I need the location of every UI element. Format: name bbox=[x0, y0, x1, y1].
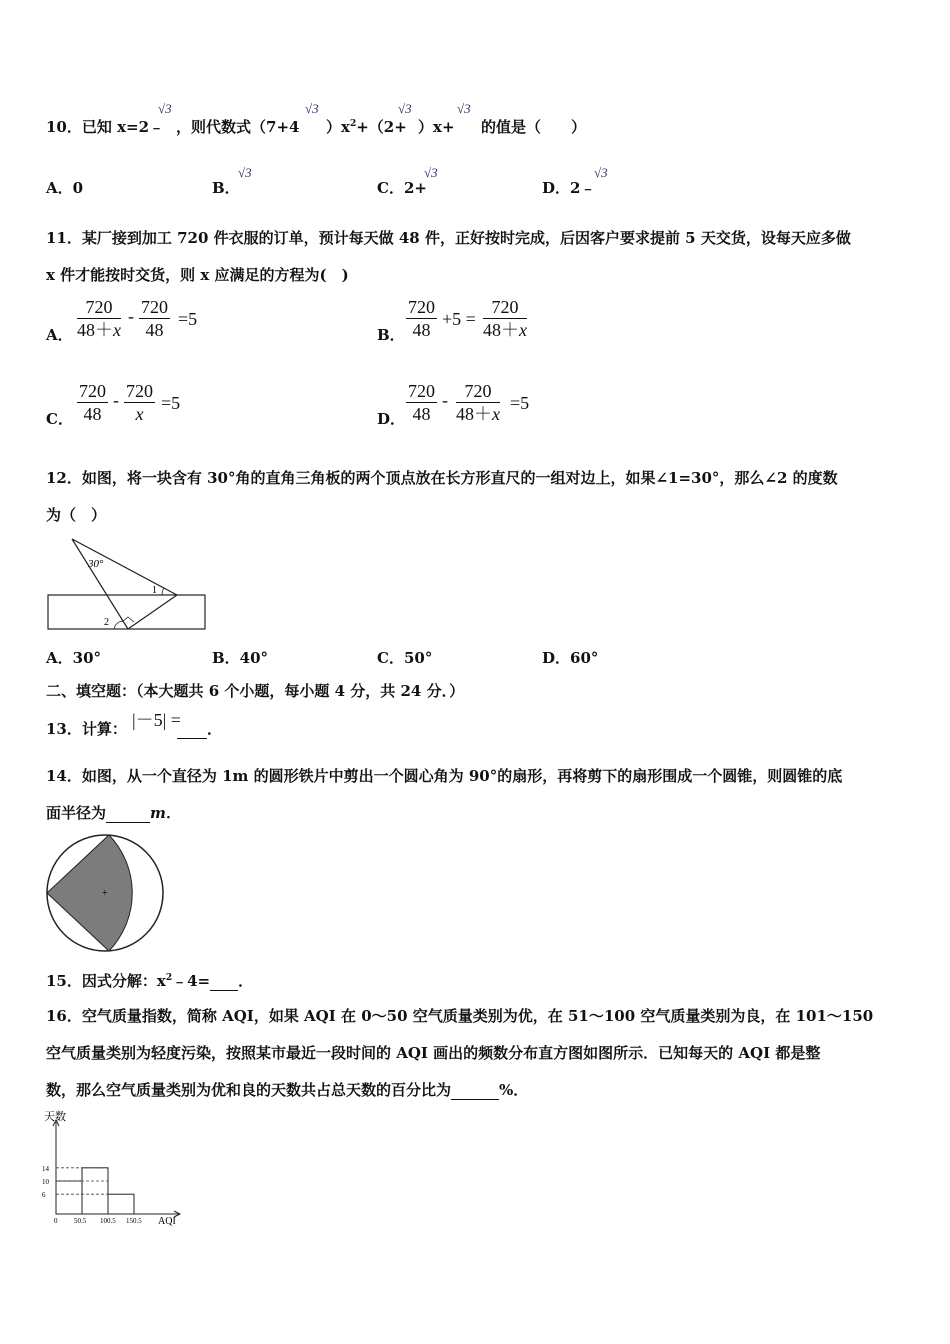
ruler-rectangle bbox=[48, 595, 205, 629]
triangle-leg bbox=[72, 539, 128, 629]
fraction: $\frac{720}{x}$ bbox=[126, 381, 153, 424]
q10-option-a[interactable]: A．0 bbox=[46, 179, 84, 197]
answer-blank[interactable] bbox=[451, 1081, 499, 1100]
section-heading: 二、填空题：（本大题共 6 个小题，每小题 4 分，共 24 分．） bbox=[46, 682, 465, 700]
histogram-bar bbox=[82, 1168, 108, 1214]
q10-text-2: ，则代数式（7+4 bbox=[176, 118, 300, 136]
x-tick-label: 100.5 bbox=[100, 1217, 116, 1225]
fraction: $\frac{720}{48}$ bbox=[141, 297, 168, 340]
sector-shape bbox=[47, 835, 132, 951]
answer-blank[interactable] bbox=[210, 972, 238, 991]
sqrt-3: √3 bbox=[457, 101, 471, 116]
angle-2-arc bbox=[114, 621, 122, 629]
y-tick-label: 10 bbox=[42, 1178, 49, 1186]
y-tick-label: 14 bbox=[42, 1164, 49, 1173]
equals-5: =5 bbox=[178, 309, 198, 329]
q13-prefix: 13．计算： bbox=[46, 720, 127, 738]
sqrt-3: √3 bbox=[158, 101, 172, 116]
aqi-histogram bbox=[40, 1106, 190, 1228]
q10-option-b[interactable]: B． bbox=[212, 179, 240, 197]
q11-option-a-label[interactable]: A． bbox=[46, 326, 73, 344]
sqrt-3: √3 bbox=[594, 165, 608, 180]
histogram-bar bbox=[108, 1194, 134, 1214]
triangle-leg bbox=[128, 595, 177, 629]
q16-line-1: 16．空气质量指数，简称 AQI，如果 AQI 在 0～50 空气质量类别为优，在 51～100 空气质量类别为良，在 101～150 bbox=[46, 1007, 874, 1025]
circle-sector-figure bbox=[44, 832, 166, 954]
sqrt-3: √3 bbox=[424, 165, 438, 180]
y-tick-label: 6 bbox=[42, 1191, 46, 1200]
minus-sign: - bbox=[442, 390, 448, 410]
q10-line bbox=[46, 116, 164, 137]
q12-option-a[interactable]: A．30° bbox=[46, 649, 102, 667]
equals-5: =5 bbox=[161, 393, 181, 413]
q15-line: 15．因式分解：$x^2﹣4=$ ． bbox=[46, 972, 254, 990]
q16-line-3: 数，那么空气质量类别为优和良的天数共占总天数的百分比为 %． bbox=[46, 1081, 529, 1099]
histogram-bar bbox=[56, 1181, 82, 1214]
q11-line-1: 11．某厂接到加工 720 件衣服的订单，预计每天做 48 件，正好按时完成，后因客户要求提前 5 天交货，设每天应多做 bbox=[46, 229, 851, 247]
q10-option-d[interactable]: D．2﹣ bbox=[542, 179, 596, 197]
q12-option-d[interactable]: D．60° bbox=[542, 649, 599, 667]
fraction: $\frac{720}{48}$ bbox=[408, 297, 435, 340]
plus-5-equals: +5 = bbox=[442, 309, 476, 329]
q12-line-2: 为（ ） bbox=[46, 506, 107, 524]
center-mark: + bbox=[102, 888, 108, 899]
q12-option-c[interactable]: C．50° bbox=[377, 649, 433, 667]
sqrt-3: √3 bbox=[238, 165, 252, 180]
q11-line-2: x 件才能按时交货，则 x 应满足的方程为( ) bbox=[46, 266, 349, 284]
q11-option-d-label[interactable]: D． bbox=[377, 410, 406, 428]
q12-option-b[interactable]: B．40° bbox=[212, 649, 269, 667]
fraction: $\frac{720}{48}$ bbox=[79, 381, 106, 424]
q13-expression: |－5| = bbox=[132, 710, 181, 730]
fraction: $\frac{720}{48+x}$ bbox=[483, 297, 527, 340]
minus-sign: - bbox=[128, 306, 134, 326]
fraction: $\frac{720}{48}$ bbox=[408, 381, 435, 424]
q12-line-1: 12．如图，将一块含有 30°角的直角三角板的两个顶点放在长方形直尺的一组对边上，如果∠1=30°，那么∠2 的度数 bbox=[46, 469, 838, 487]
equals-5: =5 bbox=[510, 393, 530, 413]
q10-text-3: ）$x^2+(2+$ bbox=[326, 118, 407, 136]
x-tick-label: 0 bbox=[54, 1217, 58, 1225]
fraction: $\frac{720}{48+x}$ bbox=[456, 381, 500, 424]
q11-option-c-label[interactable]: C． bbox=[46, 410, 73, 428]
q16-line-2: 空气质量类别为轻度污染，按照某市最近一段时间的 AQI 画出的频数分布直方图如图所示．已知每天的 AQI 都是整 bbox=[46, 1044, 821, 1062]
sqrt-3: √3 bbox=[305, 101, 319, 116]
minus-sign: - bbox=[113, 390, 119, 410]
angle-1-label: 1 bbox=[152, 585, 157, 596]
q13-answer: ． bbox=[177, 718, 222, 739]
q11-option-b-label[interactable]: B． bbox=[377, 326, 405, 344]
answer-blank[interactable] bbox=[106, 804, 150, 823]
triangle-ruler-figure bbox=[44, 535, 210, 635]
q14-line-2: 面半径为 m． bbox=[46, 804, 181, 822]
sqrt-3: √3 bbox=[398, 101, 412, 116]
fraction: $\frac{720}{48+x}$ bbox=[77, 297, 121, 340]
q10-text-1: 已知 x=2﹣ bbox=[81, 118, 165, 136]
q10-number: 10． bbox=[46, 118, 82, 136]
y-axis-label: 天数 bbox=[44, 1111, 66, 1123]
angle-30-label: 30° bbox=[88, 558, 104, 570]
x-tick-label: 50.5 bbox=[74, 1217, 87, 1225]
q10-text-6: 的值是（ ） bbox=[481, 118, 587, 136]
x-axis-label: AQI bbox=[158, 1216, 176, 1227]
q10-text-5: ）x+ bbox=[418, 118, 455, 136]
angle-2-label: 2 bbox=[104, 617, 109, 628]
x-tick-label: 150.5 bbox=[126, 1217, 142, 1225]
q10-option-c[interactable]: C．2+ bbox=[377, 179, 427, 197]
answer-blank[interactable] bbox=[177, 720, 207, 739]
angle-1-arc bbox=[162, 588, 164, 595]
q14-line-1: 14．如图，从一个直径为 1m 的圆形铁片中剪出一个圆心角为 90°的扇形，再将剪下的扇形围成一个圆锥，则圆锥的底 bbox=[46, 767, 843, 785]
